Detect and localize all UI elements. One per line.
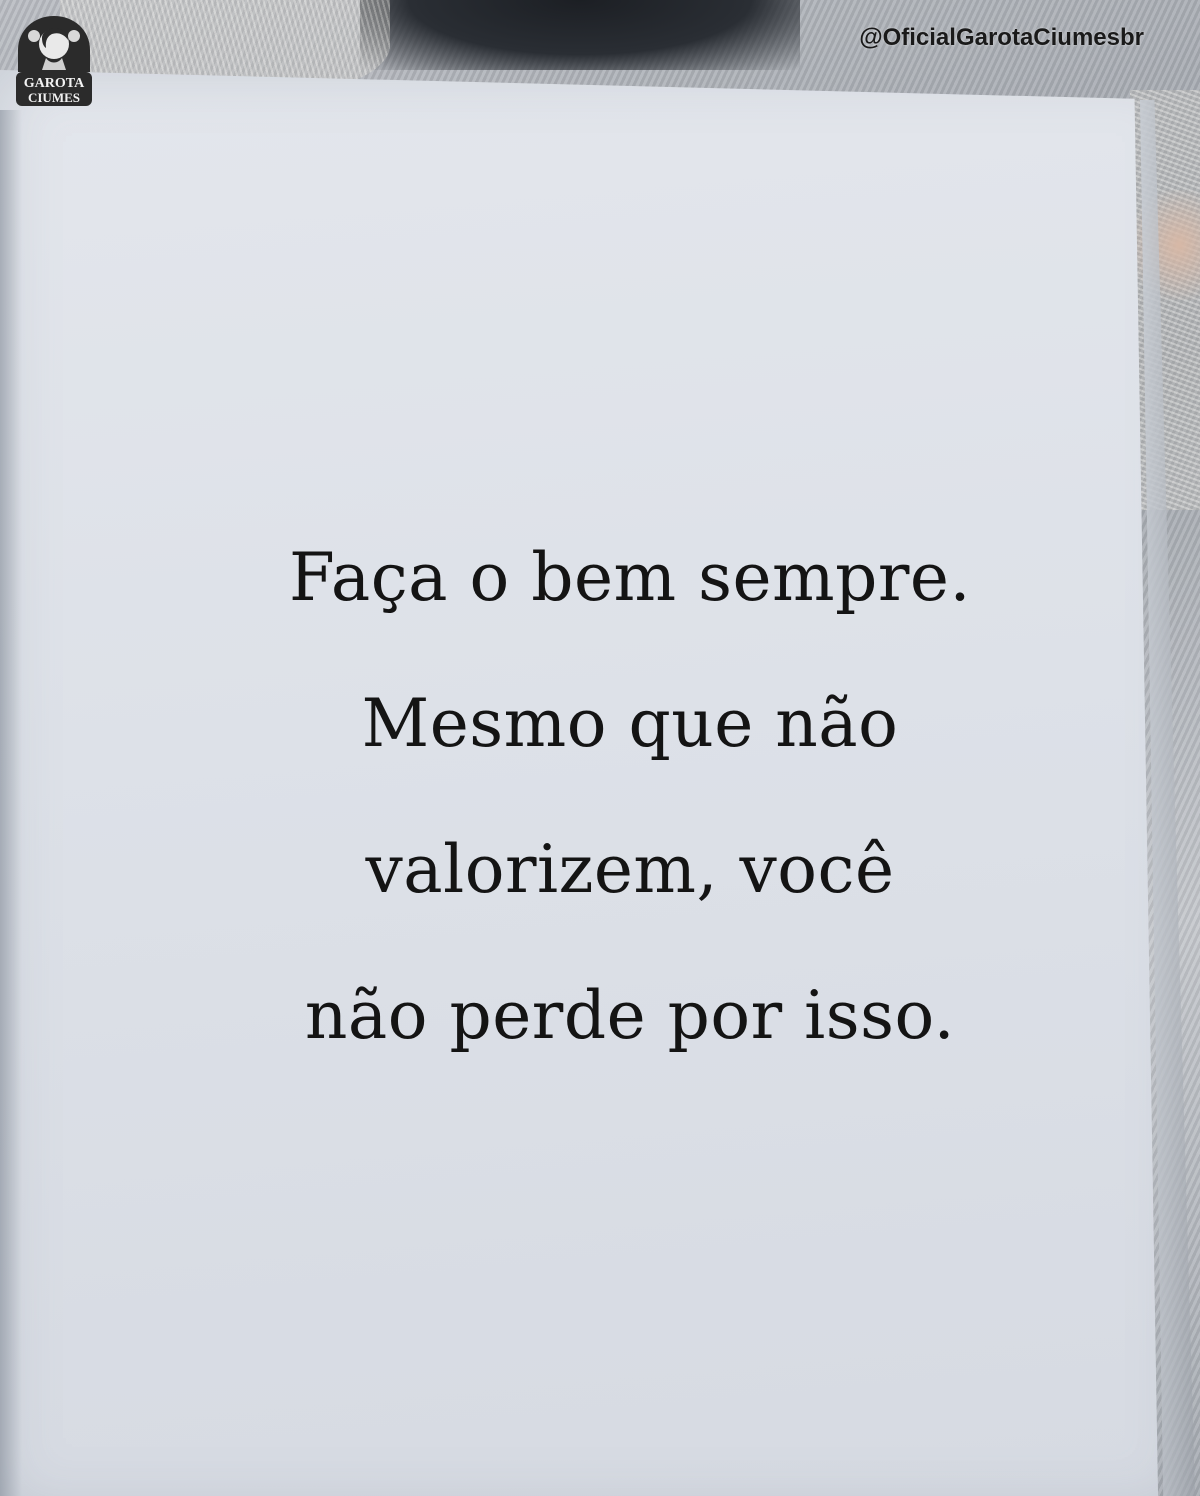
logo-line-1: GAROTA	[23, 76, 85, 91]
quote-line-2: Mesmo que não	[361, 685, 899, 762]
hand-edge	[1130, 190, 1200, 300]
logo-line-2: CIUMES	[27, 90, 81, 105]
quote-line-4: não perde por isso.	[304, 977, 956, 1054]
book-gutter-shadow	[0, 110, 22, 1496]
blanket-fringe-right	[1130, 90, 1200, 510]
quote-line-1: Faça o bem sempre.	[289, 539, 971, 616]
dark-background	[360, 0, 800, 70]
quote-line-3: valorizem, você	[365, 831, 895, 908]
garota-ciumes-logo	[12, 12, 96, 110]
instagram-handle: @OficialGarotaCiumesbr	[859, 24, 1144, 51]
quote-text	[150, 505, 1110, 1089]
